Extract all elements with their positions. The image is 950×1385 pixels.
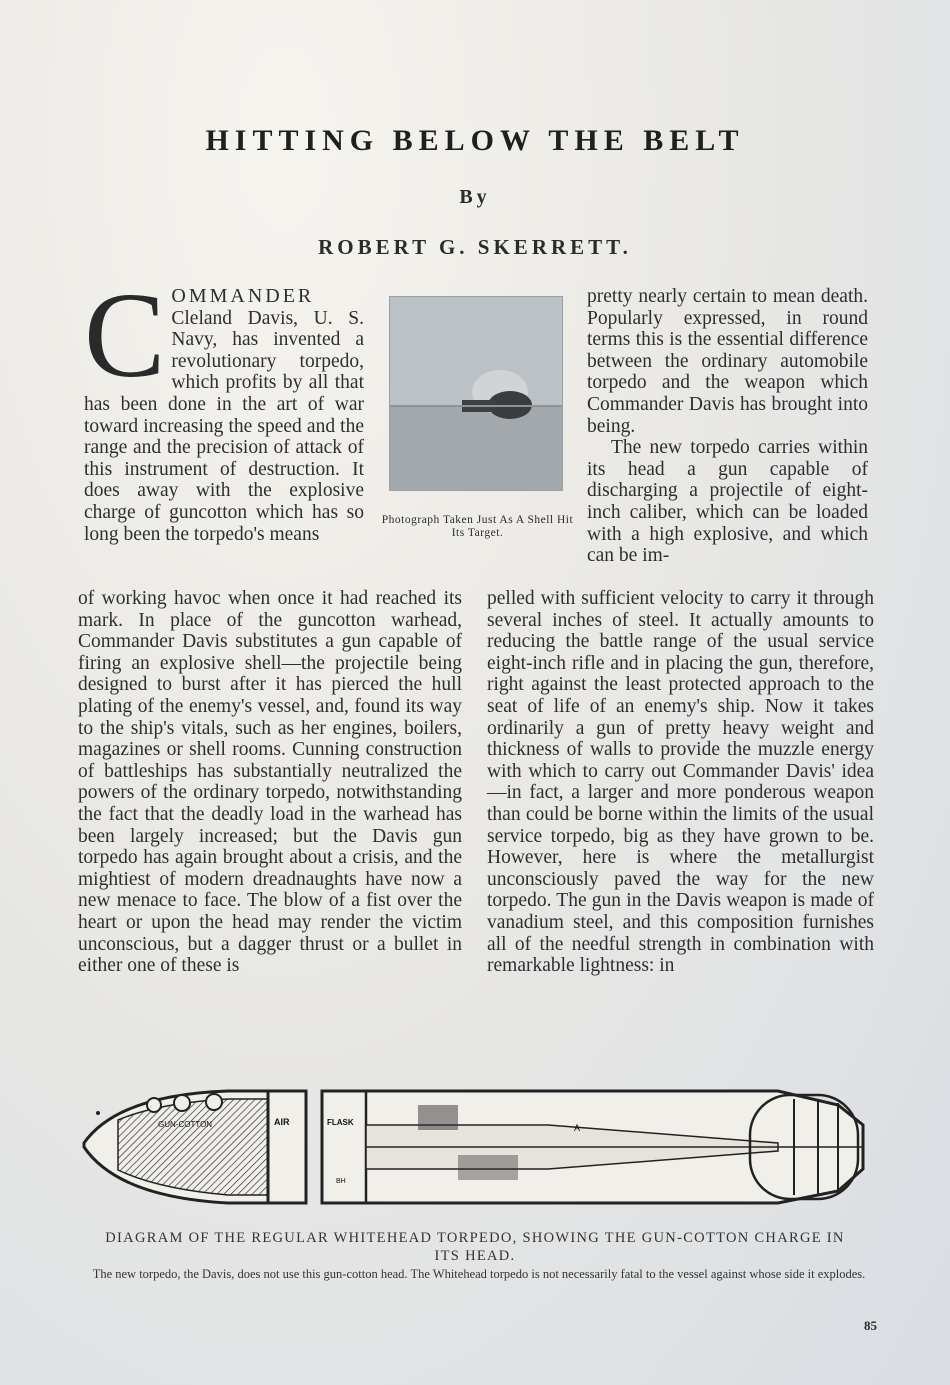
torpedo-diagram — [78, 1085, 878, 1210]
paragraph-right-continued: pelled with sufficient velocity to carry it through several inches of steel. It actually amounts to reducing the battle range of the usual service eight-inch rifle and in placing the gun, therefore, right against the least protected approach to the seat of life of an enemy's ship. Now it takes ordinarily a gun of pretty heavy weight and thickness of walls to provide the muzzle energy with which to carry out Commander Davis' idea—in fact, a larger and more ponderous weapon than could be borne within the limits of the usual service torpedo, big as they have grown to be. However, here is where the metallurgist unconsciously paved the way for the new torpedo. The gun in the Davis weapon is made of vanadium steel, and this composition furnishes all of the needful strength in combination with remarkable lightness: in — [487, 588, 874, 977]
label-guncotton: GUN-COTTON — [158, 1120, 213, 1129]
column-left-bottom — [78, 588, 462, 977]
drop-cap: C — [84, 268, 166, 403]
paragraph-continued: pretty nearly certain to mean death. Popularly expressed, in round terms this is the essential difference between the ordinary automobile torpedo and the weapon which Commander Davis has brought into being. — [587, 286, 868, 437]
column-left-top — [84, 268, 364, 545]
label-bh: BH — [336, 1178, 346, 1185]
photo-image — [390, 297, 562, 490]
paragraph-left-continued: of working havoc when once it had reached its mark. In place of the guncotton warhead, Commander Davis substitutes a gun capable of firing an explosive shell—the projectile being designed to burst after it has pierced the hull plating of the enemy's vessel, and, found its way to the ship's vitals, such as her engines, boilers, magazines or shell rooms. Cunning construction of battleships has substantially neutralized the powers of the ordinary torpedo, notwithstanding the fact that the deadly load in the warhead has been largely increased; but the Davis gun torpedo has again brought about a crisis, and the mightiest of modern dreadnaughts have now a new menace to face. The blow of a fist over the heart or upon the head may render the victim unconscious, but a dagger thrust or a bullet in either one of these is — [78, 588, 462, 977]
column-right-bottom — [487, 588, 874, 977]
photo-caption: Photograph Taken Just As A Shell Hit Its Target. — [381, 514, 574, 539]
author-name: ROBERT G. SKERRETT. — [318, 235, 632, 259]
article-title: HITTING BELOW THE BELT — [205, 124, 745, 157]
diagram-caption: DIAGRAM OF THE REGULAR WHITEHEAD TORPEDO, SHOWING THE GUN-COTTON CHARGE IN ITS HEAD. — [105, 1230, 845, 1264]
opening-text: Cleland Davis, U. S. Navy, has invented a revolutionary torpedo, which profits by all that has been done in the art of war toward increasing the speed and the range and the precision of attack of this instrument of destruction. It does away with the explosive charge of guncotton which has so long been the torpedo's means — [84, 307, 364, 545]
shell-hit-photo — [389, 296, 563, 491]
byline-prefix: By — [459, 186, 491, 208]
label-a: A — [574, 1123, 581, 1133]
paragraph-new-torpedo: The new torpedo carries within its head a gun capable of discharging a projectile of eight-inch caliber, which can be loaded with a high explosive, and which can be im- — [587, 437, 868, 567]
diagram-note: The new torpedo, the Davis, does not use this gun-cotton head. The Whitehead torpedo is not necessarily fatal to the vessel against whose side it explodes. — [92, 1267, 866, 1281]
lead-word: OMMANDER — [171, 285, 315, 307]
label-flask: FLASK — [327, 1118, 354, 1127]
whitehead-torpedo-drawing — [78, 1085, 878, 1210]
column-right-top — [587, 286, 868, 567]
label-air: AIR — [274, 1117, 290, 1127]
page-number: 85 — [864, 1318, 877, 1333]
